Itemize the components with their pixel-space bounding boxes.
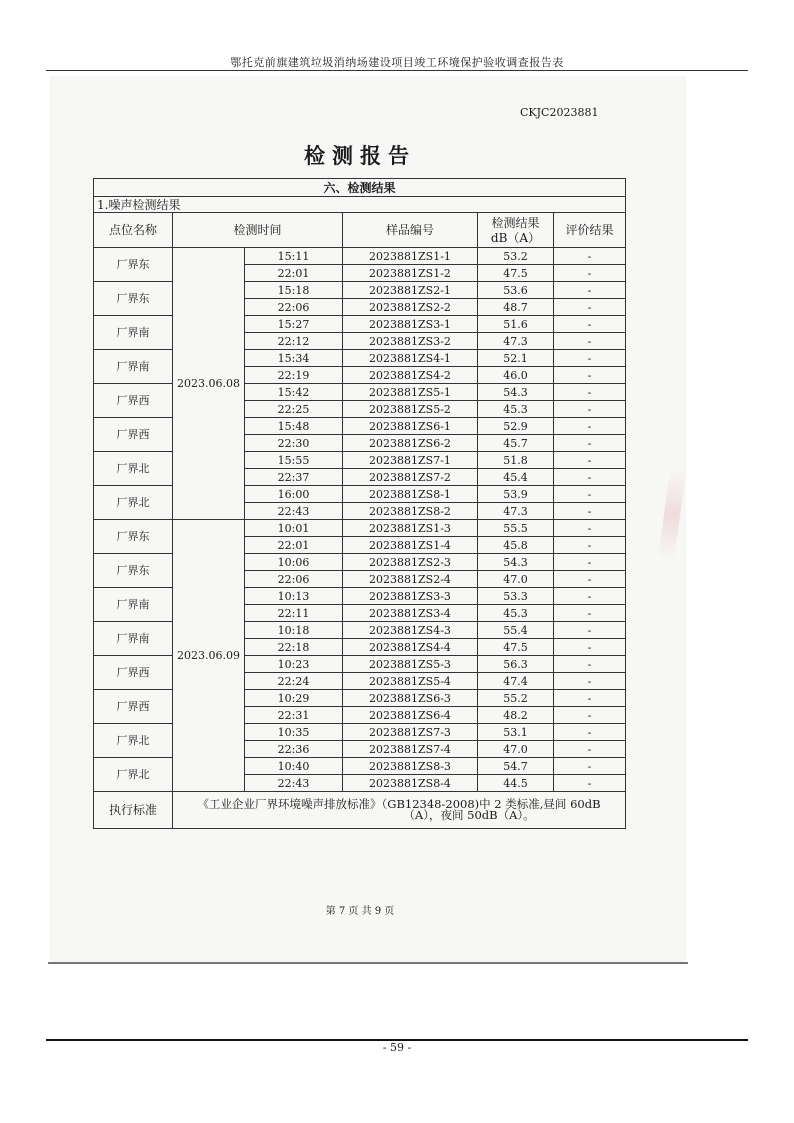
sample-id-cell: 2023881ZS7-4 xyxy=(343,741,478,758)
result-value-cell: 47.3 xyxy=(478,333,554,350)
location-cell: 厂界西 xyxy=(94,656,173,690)
evaluation-cell: - xyxy=(554,639,626,656)
evaluation-cell: - xyxy=(554,452,626,469)
header-result-unit: dB（A） xyxy=(490,230,541,245)
report-title: 检测报告 xyxy=(304,143,416,168)
time-cell: 10:35 xyxy=(245,724,343,741)
page-header: 鄂托克前旗建筑垃圾消纳场建设项目竣工环境保护验收调查报告表 xyxy=(230,56,564,69)
sample-id-cell: 2023881ZS1-1 xyxy=(343,248,478,265)
time-cell: 22:37 xyxy=(245,469,343,486)
location-cell: 厂界南 xyxy=(94,622,173,656)
header-result-line1: 检测结果 xyxy=(491,215,540,230)
evaluation-cell: - xyxy=(554,503,626,520)
location-cell: 厂界西 xyxy=(94,418,173,452)
result-value-cell: 45.7 xyxy=(478,435,554,452)
sample-id-cell: 2023881ZS3-2 xyxy=(343,333,478,350)
noise-results-table xyxy=(93,178,626,829)
result-value-cell: 48.2 xyxy=(478,707,554,724)
sample-id-cell: 2023881ZS2-4 xyxy=(343,571,478,588)
result-value-cell: 53.1 xyxy=(478,724,554,741)
inner-page-number: 第 7 页 共 9 页 xyxy=(325,906,395,917)
evaluation-cell: - xyxy=(554,520,626,537)
evaluation-cell: - xyxy=(554,350,626,367)
time-cell: 22:24 xyxy=(245,673,343,690)
standard-text-line1: 《工业企业厂界环境噪声排放标准》（GB12348-2008)中 2 类标准,昼间 60dB xyxy=(197,796,601,811)
evaluation-cell: - xyxy=(554,401,626,418)
footer-page-number: - 59 - xyxy=(382,1041,412,1054)
header-sample-id: 样品编号 xyxy=(343,213,478,248)
result-value-cell: 47.5 xyxy=(478,265,554,282)
time-cell: 22:19 xyxy=(245,367,343,384)
sample-id-cell: 2023881ZS6-1 xyxy=(343,418,478,435)
time-cell: 22:25 xyxy=(245,401,343,418)
evaluation-cell: - xyxy=(554,367,626,384)
time-cell: 10:01 xyxy=(245,520,343,537)
date-cell: 2023.06.09 xyxy=(173,520,245,792)
location-cell: 厂界南 xyxy=(94,350,173,384)
result-value-cell: 47.4 xyxy=(478,673,554,690)
sample-id-cell: 2023881ZS4-4 xyxy=(343,639,478,656)
location-cell: 厂界北 xyxy=(94,724,173,758)
sample-id-cell: 2023881ZS1-2 xyxy=(343,265,478,282)
time-cell: 10:13 xyxy=(245,588,343,605)
table-row xyxy=(94,248,626,265)
standard-row xyxy=(94,792,626,829)
evaluation-cell: - xyxy=(554,724,626,741)
time-cell: 22:06 xyxy=(245,299,343,316)
sample-id-cell: 2023881ZS3-4 xyxy=(343,605,478,622)
result-value-cell: 46.0 xyxy=(478,367,554,384)
evaluation-cell: - xyxy=(554,282,626,299)
evaluation-cell: - xyxy=(554,537,626,554)
time-cell: 22:18 xyxy=(245,639,343,656)
evaluation-cell: - xyxy=(554,741,626,758)
section-title: 六、检测结果 xyxy=(94,179,626,197)
sample-id-cell: 2023881ZS5-1 xyxy=(343,384,478,401)
evaluation-cell: - xyxy=(554,673,626,690)
table-row xyxy=(94,520,626,537)
result-value-cell: 55.2 xyxy=(478,690,554,707)
sample-id-cell: 2023881ZS6-3 xyxy=(343,690,478,707)
time-cell: 22:36 xyxy=(245,741,343,758)
sample-id-cell: 2023881ZS7-1 xyxy=(343,452,478,469)
result-value-cell: 53.3 xyxy=(478,588,554,605)
time-cell: 10:40 xyxy=(245,758,343,775)
sample-id-cell: 2023881ZS7-3 xyxy=(343,724,478,741)
result-value-cell: 54.3 xyxy=(478,384,554,401)
subsection-title: 1.噪声检测结果 xyxy=(94,197,626,213)
header-rule xyxy=(46,70,748,71)
sample-id-cell: 2023881ZS2-1 xyxy=(343,282,478,299)
result-value-cell: 53.9 xyxy=(478,486,554,503)
result-value-cell: 53.6 xyxy=(478,282,554,299)
time-cell: 10:18 xyxy=(245,622,343,639)
evaluation-cell: - xyxy=(554,316,626,333)
location-cell: 厂界东 xyxy=(94,554,173,588)
sample-id-cell: 2023881ZS1-3 xyxy=(343,520,478,537)
sample-id-cell: 2023881ZS3-1 xyxy=(343,316,478,333)
location-cell: 厂界东 xyxy=(94,282,173,316)
location-cell: 厂界东 xyxy=(94,520,173,554)
evaluation-cell: - xyxy=(554,690,626,707)
result-value-cell: 44.5 xyxy=(478,775,554,792)
evaluation-cell: - xyxy=(554,486,626,503)
standard-label: 执行标准 xyxy=(94,792,173,829)
evaluation-cell: - xyxy=(554,265,626,282)
evaluation-cell: - xyxy=(554,248,626,265)
time-cell: 15:48 xyxy=(245,418,343,435)
result-value-cell: 48.7 xyxy=(478,299,554,316)
evaluation-cell: - xyxy=(554,571,626,588)
time-cell: 22:43 xyxy=(245,775,343,792)
result-value-cell: 56.3 xyxy=(478,656,554,673)
location-cell: 厂界南 xyxy=(94,588,173,622)
table-header-row xyxy=(94,213,626,248)
sample-id-cell: 2023881ZS2-3 xyxy=(343,554,478,571)
time-cell: 15:42 xyxy=(245,384,343,401)
header-time: 检测时间 xyxy=(173,213,343,248)
sample-id-cell: 2023881ZS5-3 xyxy=(343,656,478,673)
time-cell: 10:29 xyxy=(245,690,343,707)
result-value-cell: 55.5 xyxy=(478,520,554,537)
sample-id-cell: 2023881ZS4-2 xyxy=(343,367,478,384)
result-value-cell: 51.8 xyxy=(478,452,554,469)
sample-id-cell: 2023881ZS1-4 xyxy=(343,537,478,554)
header-result xyxy=(478,213,554,248)
location-cell: 厂界西 xyxy=(94,384,173,418)
evaluation-cell: - xyxy=(554,299,626,316)
header-location: 点位名称 xyxy=(94,213,173,248)
time-cell: 15:18 xyxy=(245,282,343,299)
standard-text-line2: （A），夜间 50dB（A）。 xyxy=(403,808,535,822)
result-value-cell: 54.3 xyxy=(478,554,554,571)
time-cell: 22:01 xyxy=(245,265,343,282)
result-value-cell: 45.4 xyxy=(478,469,554,486)
result-value-cell: 51.6 xyxy=(478,316,554,333)
result-value-cell: 47.3 xyxy=(478,503,554,520)
time-cell: 22:01 xyxy=(245,537,343,554)
result-value-cell: 54.7 xyxy=(478,758,554,775)
standard-text xyxy=(173,792,626,829)
time-cell: 10:23 xyxy=(245,656,343,673)
time-cell: 22:06 xyxy=(245,571,343,588)
result-value-cell: 47.0 xyxy=(478,741,554,758)
evaluation-cell: - xyxy=(554,622,626,639)
location-cell: 厂界东 xyxy=(94,248,173,282)
sample-id-cell: 2023881ZS6-2 xyxy=(343,435,478,452)
evaluation-cell: - xyxy=(554,554,626,571)
time-cell: 10:06 xyxy=(245,554,343,571)
time-cell: 15:34 xyxy=(245,350,343,367)
sample-id-cell: 2023881ZS4-1 xyxy=(343,350,478,367)
date-cell: 2023.06.08 xyxy=(173,248,245,520)
time-cell: 22:31 xyxy=(245,707,343,724)
result-value-cell: 52.1 xyxy=(478,350,554,367)
location-cell: 厂界北 xyxy=(94,452,173,486)
sample-id-cell: 2023881ZS8-2 xyxy=(343,503,478,520)
evaluation-cell: - xyxy=(554,605,626,622)
result-value-cell: 55.4 xyxy=(478,622,554,639)
time-cell: 15:55 xyxy=(245,452,343,469)
evaluation-cell: - xyxy=(554,775,626,792)
sample-id-cell: 2023881ZS2-2 xyxy=(343,299,478,316)
time-cell: 22:12 xyxy=(245,333,343,350)
evaluation-cell: - xyxy=(554,384,626,401)
time-cell: 15:27 xyxy=(245,316,343,333)
sample-id-cell: 2023881ZS5-2 xyxy=(343,401,478,418)
time-cell: 22:30 xyxy=(245,435,343,452)
location-cell: 厂界北 xyxy=(94,486,173,520)
sample-id-cell: 2023881ZS8-4 xyxy=(343,775,478,792)
result-value-cell: 52.9 xyxy=(478,418,554,435)
result-value-cell: 45.3 xyxy=(478,605,554,622)
evaluation-cell: - xyxy=(554,758,626,775)
scan-bottom-edge xyxy=(48,962,688,964)
result-value-cell: 47.0 xyxy=(478,571,554,588)
time-cell: 22:43 xyxy=(245,503,343,520)
location-cell: 厂界西 xyxy=(94,690,173,724)
result-value-cell: 47.5 xyxy=(478,639,554,656)
evaluation-cell: - xyxy=(554,418,626,435)
evaluation-cell: - xyxy=(554,333,626,350)
evaluation-cell: - xyxy=(554,588,626,605)
sample-id-cell: 2023881ZS3-3 xyxy=(343,588,478,605)
time-cell: 16:00 xyxy=(245,486,343,503)
evaluation-cell: - xyxy=(554,435,626,452)
time-cell: 22:11 xyxy=(245,605,343,622)
header-evaluation: 评价结果 xyxy=(554,213,626,248)
sample-id-cell: 2023881ZS6-4 xyxy=(343,707,478,724)
time-cell: 15:11 xyxy=(245,248,343,265)
result-value-cell: 45.3 xyxy=(478,401,554,418)
evaluation-cell: - xyxy=(554,656,626,673)
report-code: CKJC2023881 xyxy=(520,106,599,119)
evaluation-cell: - xyxy=(554,469,626,486)
location-cell: 厂界北 xyxy=(94,758,173,792)
result-value-cell: 45.8 xyxy=(478,537,554,554)
result-value-cell: 53.2 xyxy=(478,248,554,265)
sample-id-cell: 2023881ZS4-3 xyxy=(343,622,478,639)
sample-id-cell: 2023881ZS7-2 xyxy=(343,469,478,486)
location-cell: 厂界南 xyxy=(94,316,173,350)
sample-id-cell: 2023881ZS8-3 xyxy=(343,758,478,775)
sample-id-cell: 2023881ZS8-1 xyxy=(343,486,478,503)
sample-id-cell: 2023881ZS5-4 xyxy=(343,673,478,690)
evaluation-cell: - xyxy=(554,707,626,724)
